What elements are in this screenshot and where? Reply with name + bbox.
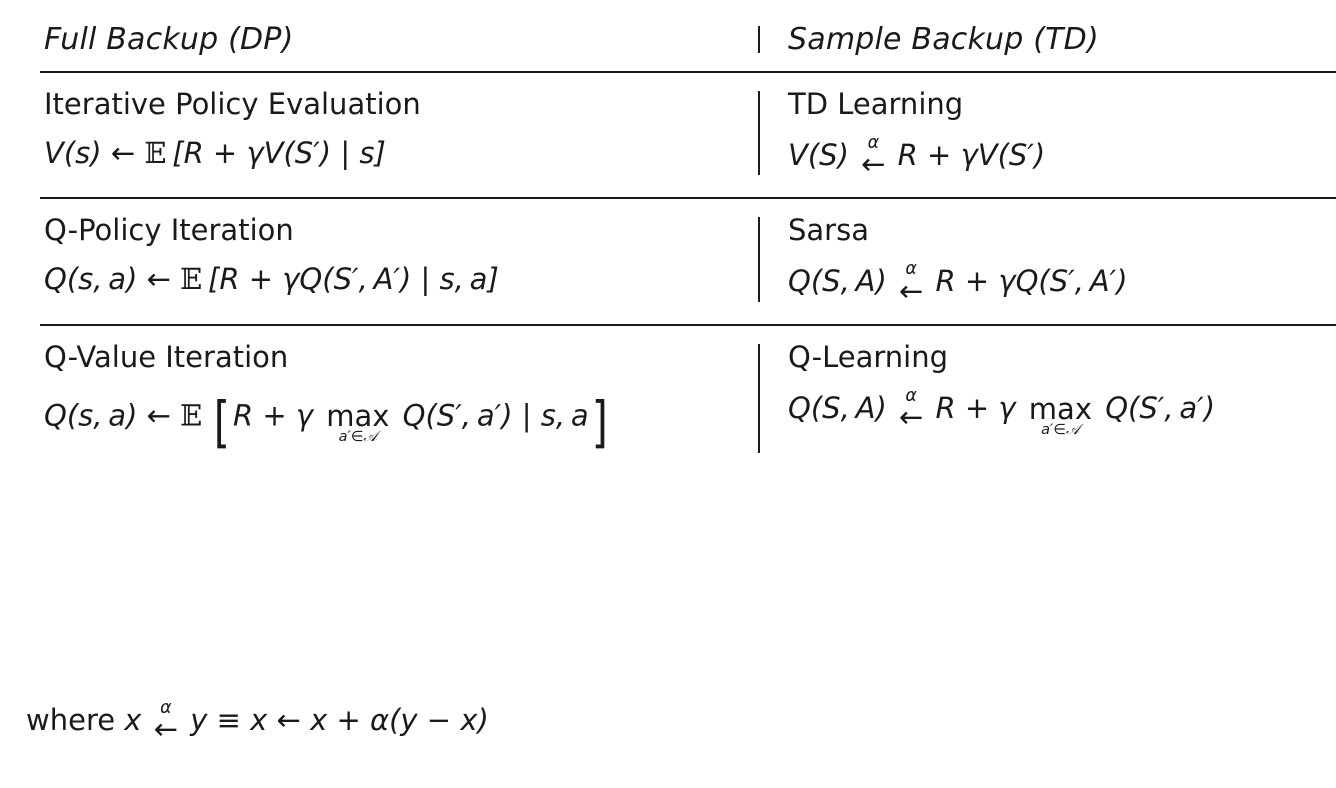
cell-sarsa [782,213,1336,308]
cell-q-policy-iteration [40,213,758,297]
column-divider [758,217,760,301]
column-divider [758,91,760,175]
alpha-arrow-icon: α ← [861,133,886,182]
max-operator: max a′∈𝒜 [1028,391,1092,438]
alpha-arrow-icon: α ← [898,259,924,308]
header-cell-right [782,22,1336,57]
method-name: TD Learning [788,87,964,121]
formula-q-value-iteration: Q(s, a) ← 𝔼 [R + γ max a′∈𝒜 Q(S′, a′) | s, a] [44,389,608,454]
backup-comparison-table [40,22,1336,475]
column-header-full-backup: Full Backup (DP) [44,22,294,57]
alpha-arrow-icon: α ← [898,385,924,435]
max-operator: max a′∈𝒜 [326,399,390,446]
alpha-arrow-icon: α ← [153,698,178,747]
column-divider [758,344,760,453]
method-name: Q-Learning [788,339,948,374]
formula-q-learning: Q(S, A) α ← R + γ max a′∈𝒜 Q(S′, a′) [788,385,1216,438]
cell-q-value-iteration [40,340,758,457]
method-name: Q-Value Iteration [44,339,289,374]
table-row [40,326,1336,475]
formula-td-learning: V(S) α ← R + γV(S′) [788,133,1046,182]
footnote-alpha-update-definition: where x α ← y ≡ x ← x + α(y − x) [26,698,489,747]
cell-iterative-policy-evaluation [40,87,758,171]
table-header-row [40,22,1336,71]
formula-q-policy-iteration: Q(s, a) ← 𝔼 [R + γQ(S′, A′) | s, a] [44,262,499,297]
method-name: Iterative Policy Evaluation [44,87,421,121]
formula-sarsa: Q(S, A) α ← R + γQ(S′, A′) [788,259,1128,308]
table-row [40,199,1336,323]
formula-iterative-policy-evaluation: V(s) ← 𝔼 [R + γV(S′) | s] [44,136,386,170]
method-name: Sarsa [788,213,869,248]
column-header-sample-backup: Sample Backup (TD) [788,22,1099,57]
cell-td-learning [782,87,1336,182]
method-name: Q-Policy Iteration [44,213,294,248]
column-divider [758,26,760,53]
table-row [40,73,1336,197]
cell-q-learning [782,339,1336,438]
header-cell-left [40,22,758,57]
